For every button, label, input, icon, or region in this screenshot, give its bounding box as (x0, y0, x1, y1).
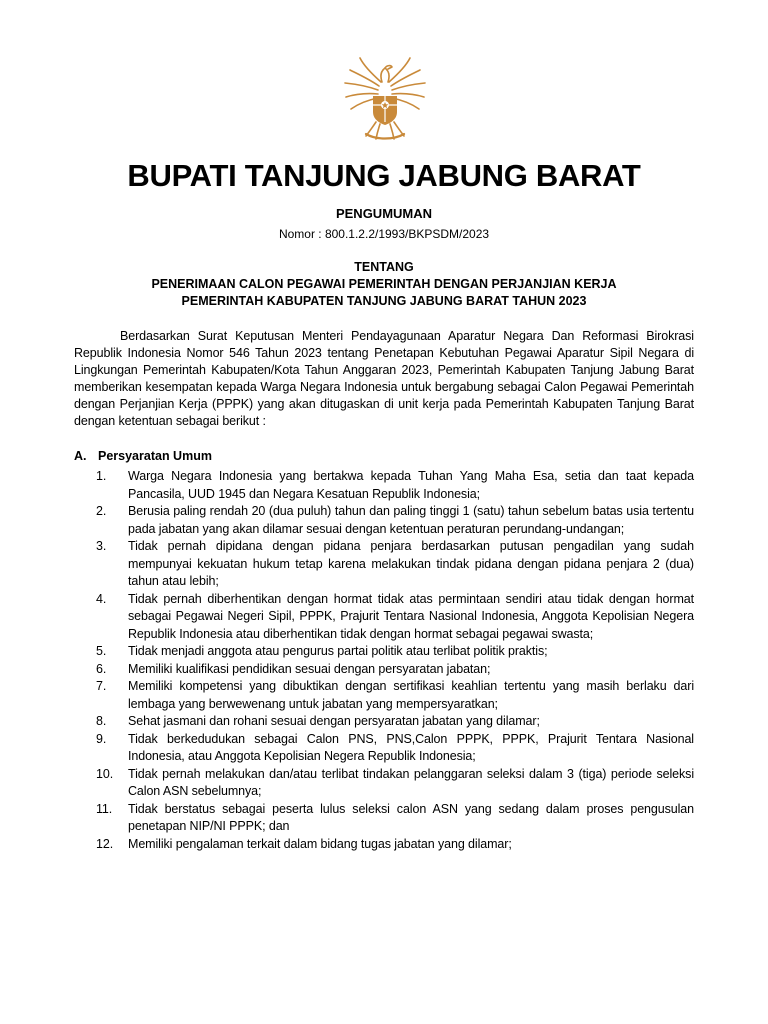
list-item (74, 538, 694, 591)
item-number: 11. (96, 801, 113, 816)
announcement-number: Nomor : 800.1.2.2/1993/BKPSDM/2023 (278, 227, 490, 241)
item-text: Tidak menjadi anggota atau pengurus partai politik atau terlibat politik praktis; (128, 644, 548, 658)
item-number: 7. (96, 679, 107, 693)
item-number: 12. (96, 836, 114, 851)
list-item (74, 661, 694, 679)
item-number: 3. (96, 539, 107, 553)
list-item (74, 503, 694, 538)
subject-label: TENTANG (354, 260, 414, 274)
section-heading (74, 449, 212, 463)
item-text: Tidak pernah dipidana dengan pidana penjara berdasarkan putusan pengadilan yang sudah mempunyai kekuatan hukum tetap karena melakukan tindak pidana dengan pidana penjara 2 (dua) tahun atau lebih; (128, 539, 694, 588)
list-item (74, 468, 694, 503)
list-item (74, 591, 694, 644)
subject-line-1: PENERIMAAN CALON PEGAWAI PEMERINTAH DENGAN PERJANJIAN KERJA (151, 277, 617, 291)
garuda-emblem-icon (336, 52, 434, 146)
list-item (74, 678, 694, 713)
item-number: 8. (96, 714, 107, 728)
list-item (74, 643, 694, 661)
item-number: 2. (96, 504, 107, 518)
item-number: 4. (96, 591, 107, 606)
regent-heading: BUPATI TANJUNG JABUNG BARAT (127, 158, 641, 193)
item-text: Memiliki kompetensi yang dibuktikan dengan sertifikasi keahlian tertentu yang masih berlaku dari lembaga yang berwewenang untuk jabatan yang mempersyaratkan; (128, 679, 694, 711)
item-text: Memiliki pengalaman terkait dalam bidang tugas jabatan yang dilamar; (128, 836, 512, 851)
list-item (74, 713, 694, 731)
item-number: 1. (96, 469, 107, 483)
item-text: Warga Negara Indonesia yang bertakwa kepada Tuhan Yang Maha Esa, setia dan taat kepada Pancasila, UUD 1945 dan Negara Kesatuan Republik Indonesia; (128, 469, 694, 501)
section-title: Persyaratan Umum (98, 449, 212, 463)
item-text: Sehat jasmani dan rohani sesuai dengan persyaratan jabatan yang dilamar; (128, 714, 540, 728)
item-text: Tidak berstatus sebagai peserta lulus seleksi calon ASN yang sedang dalam proses pengusulan penetapan NIP/NI PPPK; dan (128, 801, 694, 833)
item-number: 10. (96, 766, 114, 781)
list-item (74, 801, 694, 836)
item-text: Tidak pernah diberhentikan dengan hormat tidak atas permintaan sendiri atau tidak dengan hormat sebagai Pegawai Negeri Sipil, PPPK, Prajurit Tentara Nasional Indonesia, Anggota Kepolisian Negera Republik Indonesia atau diberhentikan tidak dengan hormat sebagai pegawai swasta; (128, 591, 694, 641)
item-number: 5. (96, 644, 107, 658)
announcement-title: PENGUMUMAN (335, 206, 433, 221)
item-text: Tidak berkedudukan sebagai Calon PNS, PNS,Calon PPPK, PPPK, Prajurit Tentara Nasional Indonesia, atau Anggota Kepolisian Negera Republik Indonesia; (128, 731, 694, 763)
subject-line-2: PEMERINTAH KABUPATEN TANJUNG JABUNG BARAT TAHUN 2023 (181, 294, 587, 308)
item-number: 6. (96, 661, 107, 676)
subject-block (0, 259, 768, 310)
list-item (74, 836, 694, 854)
list-item (74, 731, 694, 766)
item-text: Memiliki kualifikasi pendidikan sesuai dengan persyaratan jabatan; (128, 661, 491, 676)
item-text: Tidak pernah melakukan dan/atau terlibat tindakan pelanggaran seleksi dalam 3 (tiga) periode seleksi Calon ASN sebelumnya; (128, 766, 694, 798)
item-number: 9. (96, 731, 107, 746)
item-text: Berusia paling rendah 20 (dua puluh) tahun dan paling tinggi 1 (satu) tahun sebelum batas usia tertentu pada jabatan yang akan dilamar sesuai dengan ketentuan peraturan perundang-undangan; (128, 504, 694, 536)
list-item (74, 766, 694, 801)
section-letter: A. (74, 449, 87, 463)
intro-paragraph: Berdasarkan Surat Keputusan Menteri Pendayagunaan Aparatur Negara Dan Reformasi Birokrasi Republik Indonesia Nomor 546 Tahun 2023 tentang Penetapan Kebutuhan Pegawai Aparatur Sipil Negara di Lingkungan Pemerintah Kabupaten/Kota Tahun Anggaran 2023, Pemerintah Kabupaten Tanjung Jabung Barat memberikan kesempatan kepada Warga Negara Indonesia untuk bergabung sebagai Calon Pegawai Pemerintah dengan Perjanjian Kerja (PPPK) yang akan ditugaskan di unit kerja pada Pemerintah Kabupaten Tanjung Barat dengan ketentuan sebagai berikut : (74, 329, 694, 428)
requirements-list (74, 468, 694, 853)
